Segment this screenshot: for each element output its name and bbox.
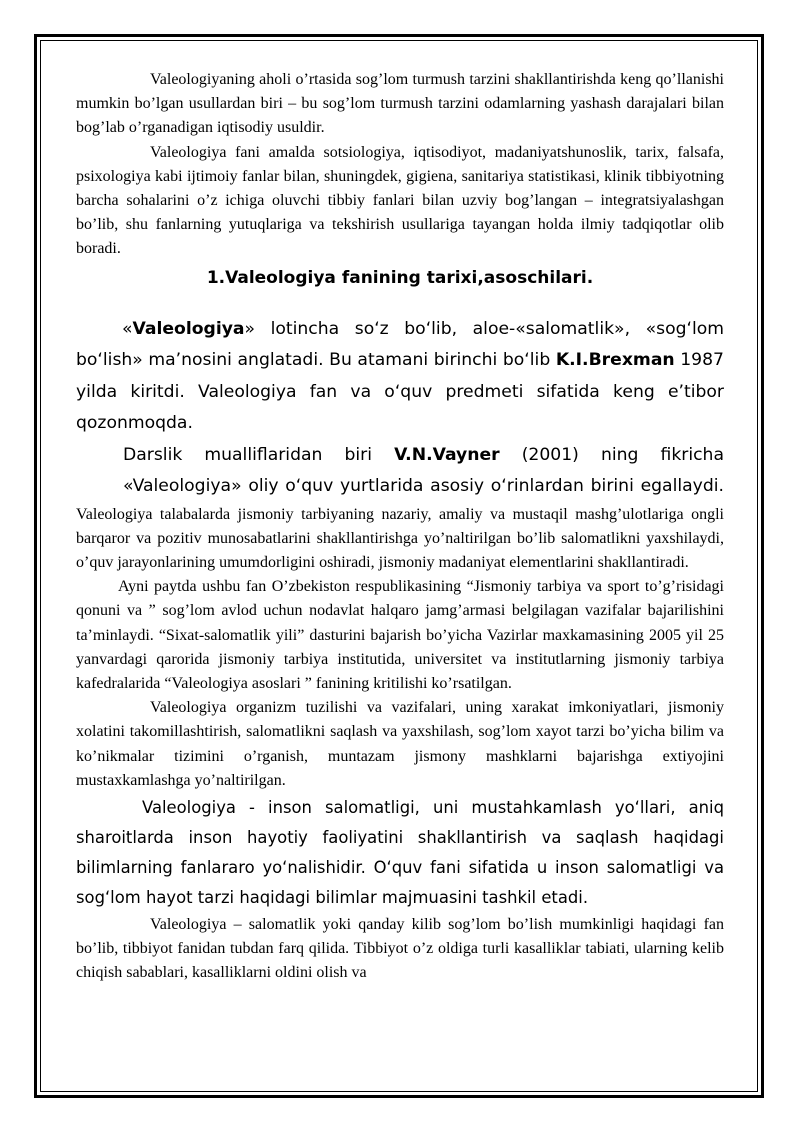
document-body (76, 68, 724, 986)
text-run: » lotincha so‘z bo‘lib, aloe-«salomatlik», «sog‘lom bo‘lish» ma’nosini anglatadi. Bu atamani birinchi bo‘lib (76, 318, 724, 371)
text-run: Darslik mualliflaridan biri (123, 444, 395, 465)
author-brexman: K.I.Brexman (555, 350, 675, 371)
section-heading: 1.Valeologiya fanining tarixi,asoschilari. (206, 267, 594, 288)
quote-block (76, 440, 724, 503)
paragraph-term-origin (76, 314, 724, 440)
author-vayner: V.N.Vayner (394, 444, 500, 465)
paragraph-economic-method: Valeologiyaning aholi o’rtasida sog’lom turmush tarzini shakllantirishda keng qo’llanishi mumkin bo’lgan usullardan biri – bu sog’lom turmush tarzini odamlarning yashash darajalari bilan bog’lab o’rganadigan iqtisodiy usuldir. (76, 71, 724, 137)
text-run: 1987 yilda kiritdi. Valeologiya fan va o‘quv predmeti sifatida keng e’tibor qozonmoqda. (76, 350, 724, 434)
text-run: « (122, 318, 133, 339)
paragraph-students: Valeologiya talabalarda jismoniy tarbiyaning nazariy, amaliy va mustaqil mashg’ulotlariga ongli barqaror va pozitiv munosabatlarini shakllantirishga yo’naltirilgan bo’lib salomatlikni yaxshilaydi, o’quv jarayonlarining umumdorligini oshiradi, jismoniy madaniyat elementlarini shakllantiradi. (76, 505, 724, 572)
paragraph-law: Ayni paytda ushbu fan O’zbekiston respublikasining “Jismoniy tarbiya va sport to’g’risidagi qonuni va ” sog’lom avlod uchun nodavlat halqaro jamg’armasi belgilagan vazifalar bajarilishini ta’minlaydi. “Sixat-salomatlik yili” dasturini bajarish bo’yicha Vazirlar maxkamasining 2005 yil 25 yanvardagi qarorida jismoniy tarbiya institutida, universitet va institutlarning jismoniy tarbiya kafedralarida “Valeologiya asoslari ” fanining kritilishi ko’rsatilgan. (76, 578, 724, 693)
paragraph-definition: Valeologiya - inson salomatligi, uni mustahkamlash yo‘llari, aniq sharoitlarda inson hayotiy faoliyatini shakllantirish va saqlash haqidagi bilimlarning fanlararo yo‘nalishidir. O‘quv fani sifatida u inson salomatligi va sog‘lom hayot tarzi haqidagi bilimlar majmuasini tashkil etadi. (76, 798, 724, 908)
paragraph-organism: Valeologiya organizm tuzilishi va vazifalari, uning xarakat imkoniyatlari, jismoniy xolatini takomillashtirish, salomatlikni saqlash va yaxshilash, sog’lom xayot tarzi bo’yicha bilim va ko’nikmalar tizimini o’rganish, muntazam jismony mashklarni bajarishga extiyojini mustaxkamlashga yo’naltirilgan. (76, 699, 724, 789)
paragraph-authors (123, 440, 724, 472)
term-valeologiya: Valeologiya (132, 318, 245, 339)
text-run: (2001) ning fikricha (499, 444, 724, 465)
paragraph-authors-cont: «Valeologiya» oliy o‘quv yurtlarida asosiy o‘rinlardan birini egallaydi. (123, 476, 724, 497)
paragraph-medicine: Valeologiya – salomatlik yoki qanday kilib sog’lom bo’lish mumkinligi haqidagi fan bo’lib, tibbiyot fanidan tubdan farq qilida. Tibbiyot o’z oldiga turli kasalliklar tabiati, ularning kelib chiqish sabablari, kasalliklarni oldini olish va (76, 916, 724, 982)
paragraph-integration: Valeologiya fani amalda sotsiologiya, iqtisodiyot, madaniyatshunoslik, tarix, falsafa, psixologiya kabi ijtimoiy fanlar bilan, shuningdek, gigiena, sanitariya statistikasi, klinik tibbiyotning barcha sohalarini o’z ichiga oluvchi tibbiy fanlari bilan uzviy bog’langan – integratsiyalashgan bo’lib, shu fanlarning yutuqlariga va tekshirish usullariga tayangan holda ilmiy tadqiqotlar olib boradi. (76, 143, 724, 258)
